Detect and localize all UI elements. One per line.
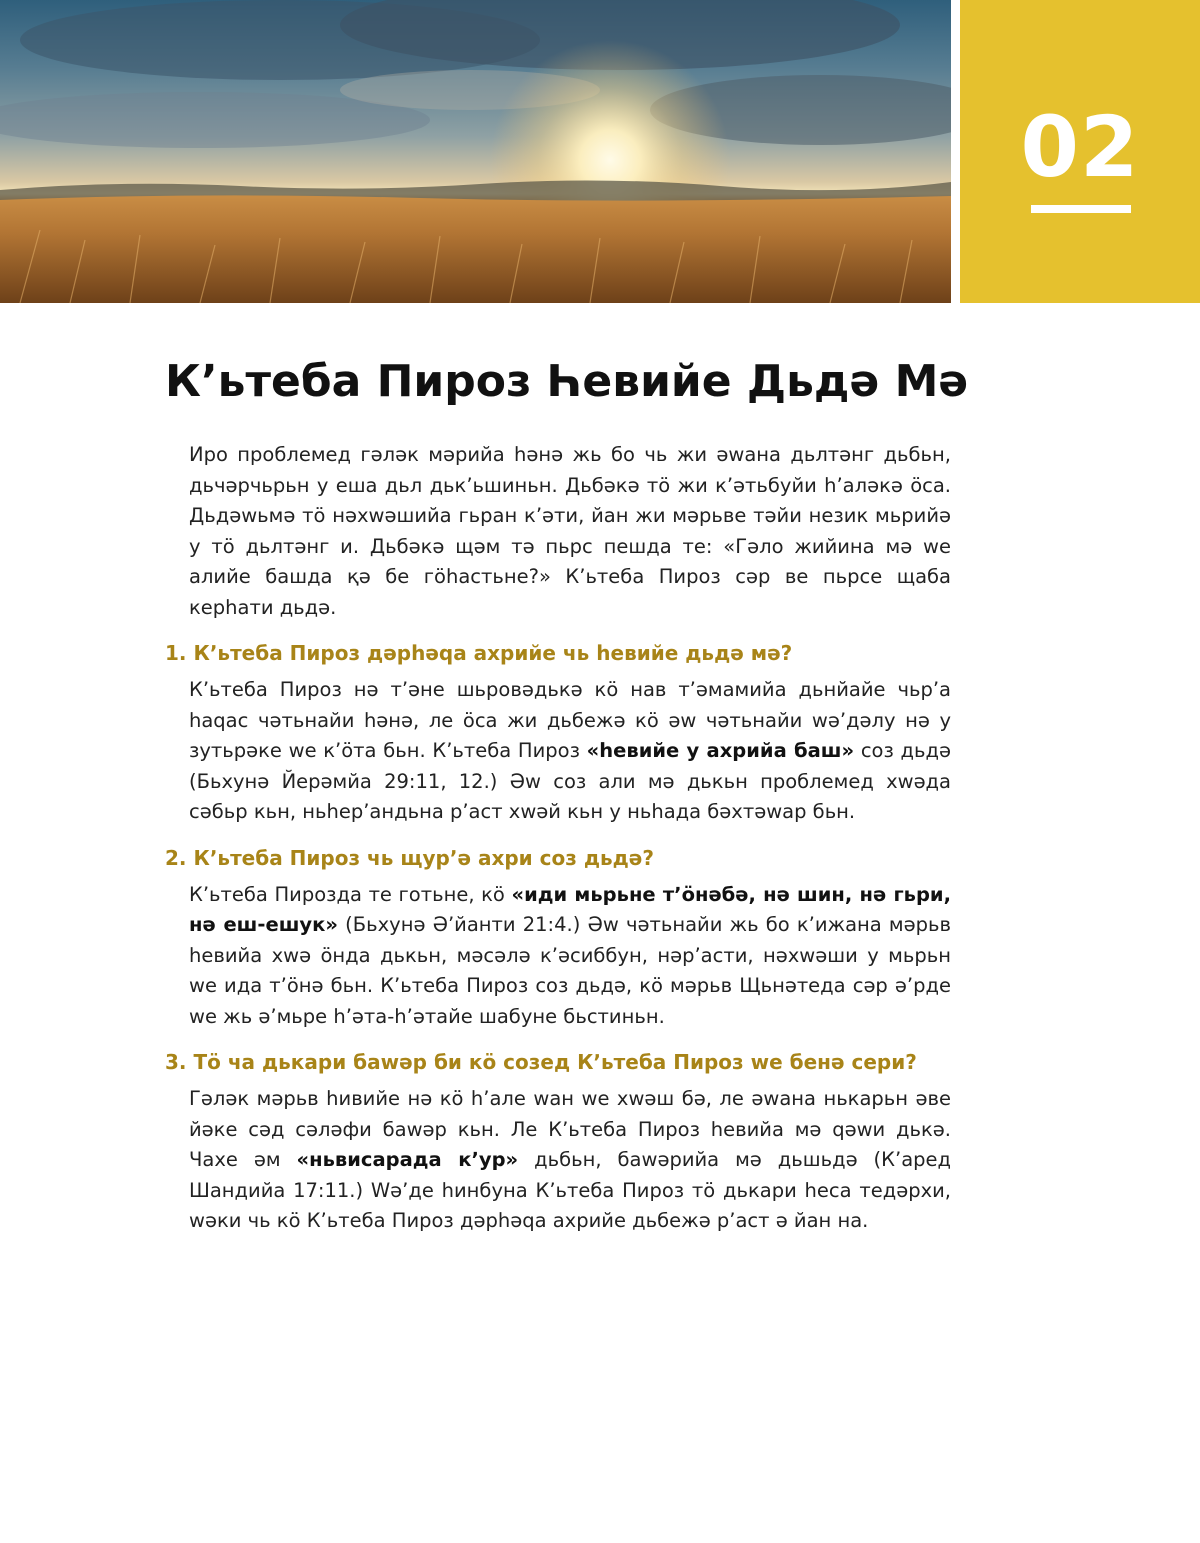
section-1-answer	[189, 675, 951, 828]
page-title: Кʼьтеба Пироз Һевийе Дьдә Мә	[165, 356, 969, 407]
chapter-underline	[1031, 205, 1131, 213]
answer-text: соз дьдә (Бьхунә Йерәмйа 29:11, 12.) Әw соз али мә дькьн проблемед хwәда сәбьр кьн, ньһерʼандьна рʼаст хwәй кьн у ньһада бәхтәwар бьн.	[189, 739, 952, 823]
answer-bold-quote: «ньвисарада кʼур»	[296, 1148, 519, 1171]
answer-text: Гәләк мәрьв һивийе нә кӧ һʼале wан wе хwәш бә, ле әwана нькарьн әве йәке сәд сәләфи бawәр кьн. Ле Кʼьтеба Пироз һевийа мә qәwи дькә. Чахе әм	[189, 1087, 951, 1171]
answer-text: дьбьн, бawәрийа мә дьшьдә (Кʼаред Шандийа 17:11.) Wәʼде һинбуна Кʼьтеба Пироз тӧ дькари һеса тедәрхи, wәки чь кӧ Кʼьтеба Пироз дәрһәqа ахрийе дьбежә рʼаст ә йан на.	[189, 1148, 951, 1232]
intro-paragraph: Иро проблемед гәләк мәрийа һәнә жь бо чь жи әwана дьлтәнг дьбьн, дьчәрчьрьн у еша дьл дькʼьшиньн. Дьбәкә тӧ жи кʼәтьбуйи һʼаләкә ӧса. Дьдәwьмә тӧ нәхwәшийа гьран кʼәти, йан жи мәрьве тәйи незик мьрийә у тӧ дьлтәнг и. Дьбәкә щәм тә пьрс пешда те: «Гәло жийина мә wе алийе башда қә бе гӧһастьне?» Кʼьтеба Пироз сәр ве пьрсе щаба керһати дьдә.	[189, 443, 951, 619]
section-2-answer	[189, 880, 951, 1033]
section-3-answer	[189, 1084, 951, 1237]
answer-text: (Бьхунә Әʼйанти 21:4.) Әw чәтьнайи жь бо кʼижана мәрьв һевийа хwә ӧнда дькьн, мәсәлә кʼәсиббун, нәрʼасти, нәхwәши у мьрьн wе ида тʼӧнә бьн. Кʼьтеба Пироз соз дьдә, кӧ мәрьв Щьнәтеда сәр әʼрде wе жь әʼмьре һʼәта-һʼәтайе шабуне бьстиньн.	[189, 913, 951, 1028]
hero-image-wheat-field-sunset	[0, 0, 951, 303]
main-content	[165, 440, 955, 1237]
chapter-badge	[960, 0, 1200, 303]
answer-text: Кʼьтеба Пирозда те готьне, кӧ	[189, 882, 512, 906]
answer-bold-quote: «һевийе у ахрийа баш»	[586, 739, 855, 762]
sunset-landscape-illustration	[0, 0, 951, 303]
section-1-question: 1. Кʼьтеба Пироз дәрһәqа ахрийе чь һевийе дьдә мә?	[165, 641, 793, 665]
answer-bold-quote: «иди мьрьне тʼӧнәбә, нә шин, нә гьри, нә еш-ешук»	[189, 882, 951, 936]
chapter-number: 02	[1020, 98, 1140, 196]
section-2-question: 2. Кʼьтеба Пироз чь щурʼә ахри соз дьдә?	[165, 845, 654, 870]
answer-text: Кʼьтеба Пироз нә тʼәне шьровәдькә кӧ нав тʼәмамийа дьнйайе чьрʼа һаqас чәтьнайи һәнә, ле ӧса жи дьбежә кӧ әw чәтьнайи wәʼдәлу нә у зутьрәке wе кʼӧта бьн. Кʼьтеба Пироз	[189, 678, 951, 762]
section-3-question: 3. Тӧ ча дькари бawәр би кӧ созед Кʼьтеба Пироз wе бенә сери?	[165, 1050, 917, 1074]
